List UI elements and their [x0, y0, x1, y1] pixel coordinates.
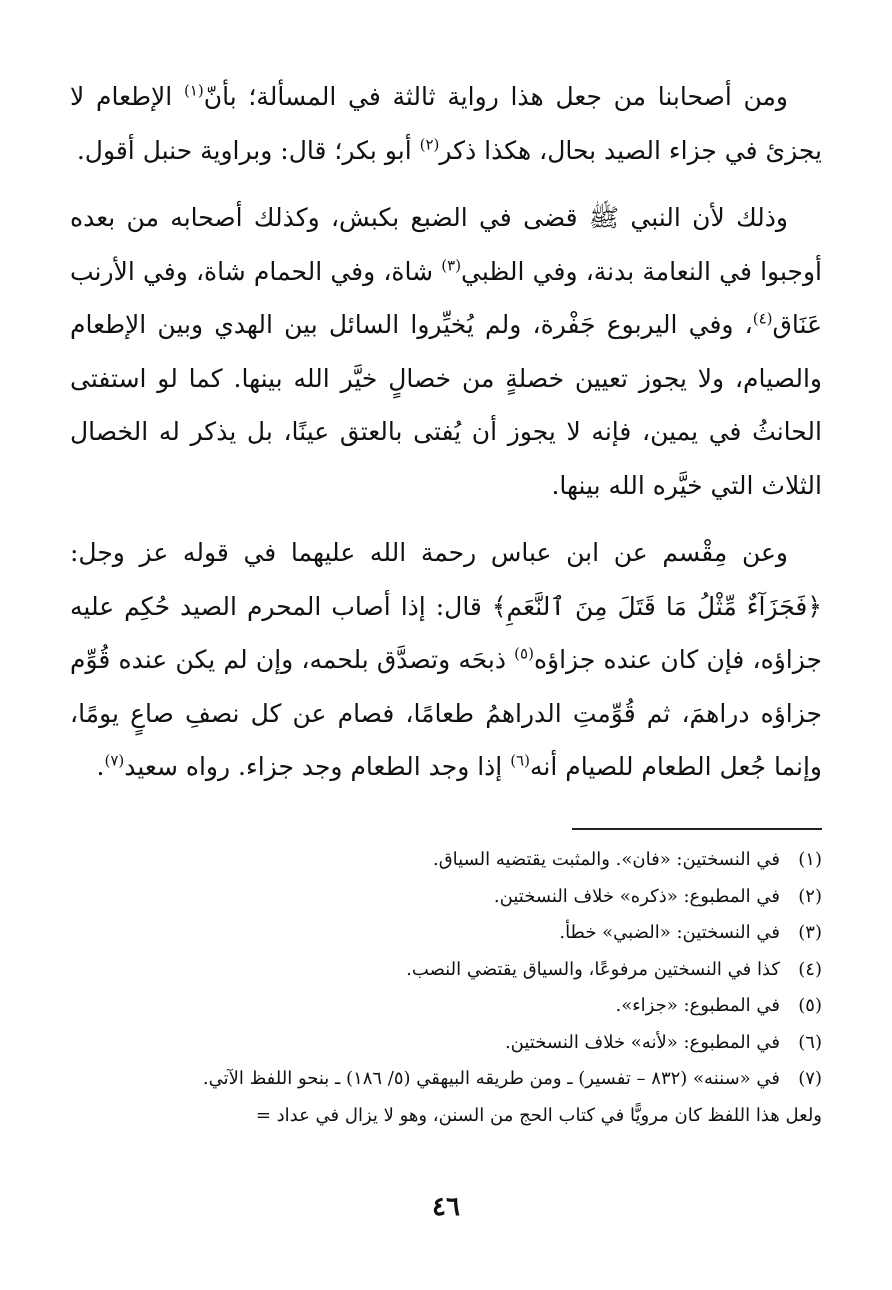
- footnote-5: [70, 988, 822, 1025]
- footnote-ref-7[interactable]: (٧): [104, 751, 125, 770]
- footnote-text: في المطبوع: «جزاء».: [615, 995, 780, 1016]
- footnote-text: في النسختين: «فان». والمثبت يقتضيه السياق.: [432, 849, 780, 870]
- footnote-ref-5[interactable]: (٥): [514, 644, 534, 663]
- footnote-text: في المطبوع: «لأنه» خلاف النسختين.: [504, 1031, 780, 1053]
- footnote-separator: [572, 828, 822, 830]
- footnote-text: في النسختين: «الضبي» خطأ.: [559, 922, 780, 943]
- footnote-number: (٧): [798, 1068, 822, 1089]
- footnote-continuation: ولعل هذا اللفظ كان مرويًّا في كتاب الحج من السنن، وهو لا يزال في عداد =: [255, 1104, 822, 1126]
- text-run: وذلك لأن النبي ﷺ قضى في الضبع بكبش، وكذلك أصحابه من بعده أوجبوا في النعامة بدنة، وفي الظبي: [70, 203, 822, 286]
- footnote-7: [70, 1061, 822, 1134]
- paragraph-3: [70, 526, 822, 794]
- text-run: شاة، وفي الحمام شاة، وفي الأرنب عَنَاق: [70, 256, 822, 339]
- footnote-2: [70, 879, 822, 916]
- text-run: الإطعام لا يجزئ في جزاء الصيد بحال، هكذا ذكر: [70, 82, 822, 165]
- footnote-ref-1[interactable]: (١): [183, 81, 204, 100]
- text-run: ومن أصحابنا من جعل هذا رواية ثالثة في المسألة؛ بأنّ: [203, 82, 788, 111]
- footnote-number: (٤): [798, 958, 822, 980]
- text-run: وعن مِقْسم عن ابن عباس رحمة الله عليهما في قوله عز وجل: ﴿فَجَزَآءٌ مِّثْلُ مَا قَتَلَ مِنَ ٱلنَّعَمِ﴾ قال: إذا أصاب المحرم الصيد حُكِم عليه جزاؤه، فإن كان عنده جزاؤه: [70, 538, 822, 674]
- text-run: .: [96, 752, 105, 781]
- footnote-text: في «سننه» (٨٣٢ – تفسير) ـ ومن طريقه البيهقي (٥/ ١٨٦) ـ بنحو اللفظ الآتي.: [202, 1068, 780, 1089]
- text-run: أبو بكر؛ قال: وبراوية حنبل أقول.: [76, 135, 420, 165]
- footnote-4: [70, 952, 822, 989]
- paragraph-2: [70, 191, 822, 512]
- footnote-6: [70, 1025, 822, 1062]
- footnote-number: (٦): [798, 1031, 822, 1053]
- footnote-number: (١): [798, 849, 822, 870]
- footnote-text: كذا في النسختين مرفوعًا، والسياق يقتضي النصب.: [406, 958, 780, 980]
- text-run: إذا وجد الطعام وجد جزاء. رواه سعيد: [124, 752, 511, 781]
- footnote-ref-3[interactable]: (٣): [441, 256, 462, 275]
- footnote-3: [70, 915, 822, 952]
- footnote-number: (٥): [798, 995, 822, 1016]
- footnote-ref-6[interactable]: (٦): [510, 751, 530, 770]
- text-run: ذبحَه وتصدَّق بلحمه، وإن لم يكن عنده قُوِّم جزاؤه دراهمَ، ثم قُوِّمتِ الدراهمُ طعامًا، فصام عن كل نصفِ صاعٍ يومًا، وإنما جُعل الطعام للصيام أنه: [70, 645, 822, 781]
- paragraph-1: [70, 70, 822, 177]
- main-text: [70, 70, 822, 794]
- footnotes-list: [70, 842, 822, 1134]
- footnote-1: [70, 842, 822, 879]
- footnote-text: في المطبوع: «ذكره» خلاف النسختين.: [493, 885, 780, 907]
- footnote-number: (٢): [798, 885, 822, 907]
- footnote-number: (٣): [798, 922, 822, 943]
- page-number: ٤٦: [432, 1192, 460, 1222]
- text-run: ، وفي اليربوع جَفْرة، ولم يُخيِّروا السائل بين الهدي وبين الإطعام والصيام، ولا يجوز تعيين خصلةٍ من خصالٍ خيَّر الله بينها. كما لو استفتى الحانثُ في يمين، فإنه لا يجوز أن يُفتى بالعتق عينًا، بل يذكر له الخصال الثلاث التي خيَّره الله بينها.: [70, 310, 822, 500]
- footnote-ref-4[interactable]: (٤): [752, 309, 773, 328]
- footnote-ref-2[interactable]: (٢): [419, 135, 440, 154]
